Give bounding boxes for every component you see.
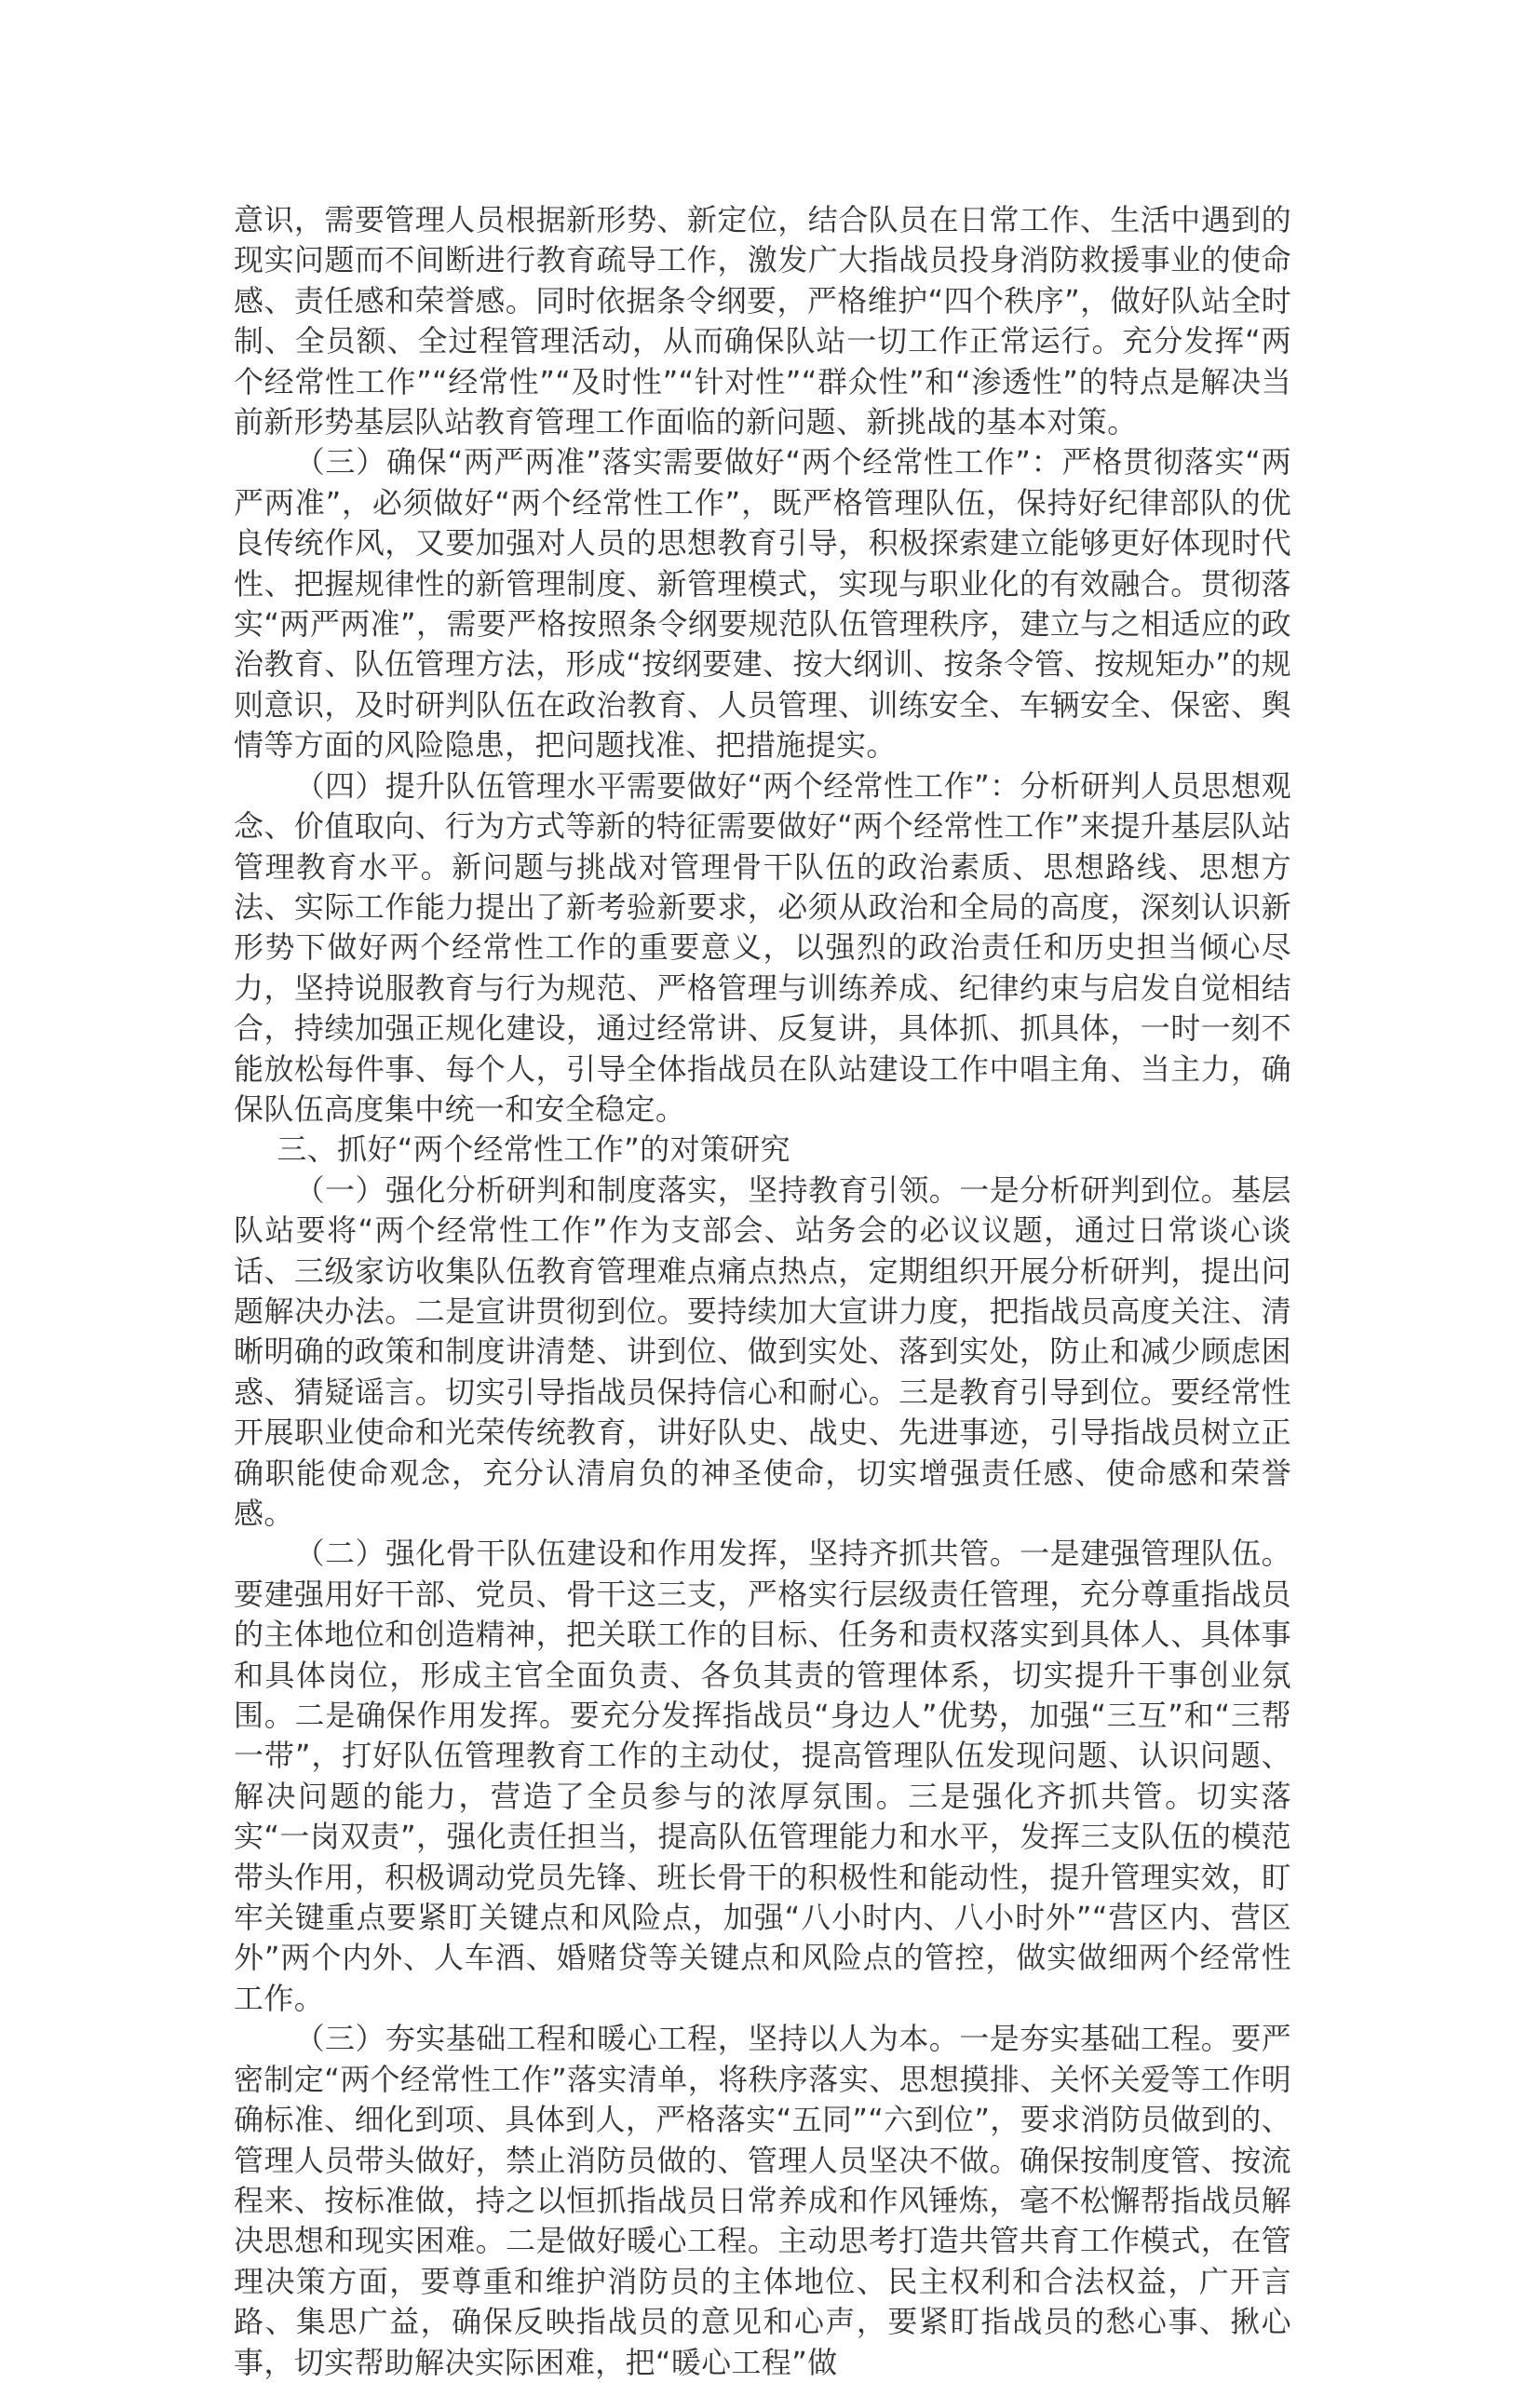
- paragraph-countermeasure-3: （三）夯实基础工程和暖心工程，坚持以人为本。一是夯实基础工程。要严密制定“两个经常性工作”落实清单，将秩序落实、思想摸排、关怀关爱等工作明确标准、细化到项、具体到人，严格落实“五同”“六到位”，要求消防员做到的、管理人员带头做好，禁止消防员做的、管理人员坚决不做。确保按制度管、按流程来、按标准做，持之以恒抓指战员日常养成和作风锤炼，毫不松懈帮指战员解决思想和现实困难。二是做好暖心工程。主动思考打造共管共育工作模式，在管理决策方面，要尊重和维护消防员的主体地位、民主权利和合法权益，广开言路、集思广益，确保反映指战员的意见和心声，要紧盯指战员的愁心事、揪心事，切实帮助解决实际困难，把“暖心工程”做: [234, 2021, 1291, 2380]
- paragraph-continuation: 意识，需要管理人员根据新形势、新定位，结合队员在日常工作、生活中遇到的现实问题而不间断进行教育疏导工作，激发广大指战员投身消防救援事业的使命感、责任感和荣誉感。同时依据条令纲要，严格维护“四个秩序”，做好队站全时制、全员额、全过程管理活动，从而确保队站一切工作正常运行。充分发挥“两个经常性工作”“经常性”“及时性”“针对性”“群众性”和“渗透性”的特点是解决当前新形势基层队站教育管理工作面临的新问题、新挑战的基本对策。: [234, 202, 1291, 440]
- paragraph-countermeasure-2: （二）强化骨干队伍建设和作用发挥，坚持齐抓共管。一是建强管理队伍。要建强用好干部、党员、骨干这三支，严格实行层级责任管理，充分尊重指战员的主体地位和创造精神，把关联工作的目标、任务和责权落实到具体人、具体事和具体岗位，形成主官全面负责、各负其责的管理体系，切实提升干事创业氛围。二是确保作用发挥。要充分发挥指战员“身边人”优势，加强“三互”和“三帮一带”，打好队伍管理教育工作的主动仗，提高管理队伍发现问题、认识问题、解决问题的能力，营造了全员参与的浓厚氛围。三是强化齐抓共管。切实落实“一岗双责”，强化责任担当，提高队伍管理能力和水平，发挥三支队伍的模范带头作用，积极调动党员先锋、班长骨干的积极性和能动性，提升管理实效，盯牢关键重点要紧盯关键点和风险点，加强“八小时内、八小时外”“营区内、营区外”两个内外、人车酒、婚赌贷等关键点和风险点的管控，做实做细两个经常性工作。: [234, 1536, 1291, 2016]
- paragraph-section-4-management-level: （四）提升队伍管理水平需要做好“两个经常性工作”：分析研判人员思想观念、价值取向、行为方式等新的特征需要做好“两个经常性工作”来提升基层队站管理教育水平。新问题与挑战对管理骨干队伍的政治素质、思想路线、思想方法、实际工作能力提出了新考验新要求，必须从政治和全局的高度，深刻认识新形势下做好两个经常性工作的重要意义，以强烈的政治责任和历史担当倾心尽力，坚持说服教育与行为规范、严格管理与训练养成、纪律约束与启发自觉相结合，持续加强正规化建设，通过经常讲、反复讲，具体抓、抓具体，一时一刻不能放松每件事、每个人，引导全体指战员在队站建设工作中唱主角、当主力，确保队伍高度集中统一和安全稳定。: [234, 767, 1291, 1127]
- document-page: [234, 200, 1291, 2383]
- paragraph-countermeasure-1: （一）强化分析研判和制度落实，坚持教育引领。一是分析研判到位。基层队站要将“两个经常性工作”作为支部会、站务会的必议议题，通过日常谈心谈话、三级家访收集队伍教育管理难点痛点热点，定期组织开展分析研判，提出问题解决办法。二是宣讲贯彻到位。要持续加大宣讲力度，把指战员高度关注、清晰明确的政策和制度讲清楚、讲到位、做到实处、落到实处，防止和减少顾虑困惑、猜疑谣言。切实引导指战员保持信心和耐心。三是教育引导到位。要经常性开展职业使命和光荣传统教育，讲好队史、战史、先进事迹，引导指战员树立正确职能使命观念，充分认清肩负的神圣使命，切实增强责任感、使命感和荣誉感。: [234, 1171, 1291, 1531]
- paragraph-section-3-two-strict: （三）确保“两严两准”落实需要做好“两个经常性工作”：严格贯彻落实“两严两准”，必须做好“两个经常性工作”，既严格管理队伍，保持好纪律部队的优良传统作风，又要加强对人员的思想教育引导，积极探索建立能够更好体现时代性、把握规律性的新管理制度、新管理模式，实现与职业化的有效融合。贯彻落实“两严两准”，需要严格按照条令纲要规范队伍管理秩序，建立与之相适应的政治教育、队伍管理方法，形成“按纲要建、按大纲训、按条令管、按规矩办”的规则意识，及时研判队伍在政治教育、人员管理、训练安全、车辆安全、保密、舆情等方面的风险隐患，把问题找准、把措施提实。: [234, 444, 1291, 764]
- section-heading-countermeasures: 三、抓好“两个经常性工作”的对策研究: [277, 1131, 790, 1168]
